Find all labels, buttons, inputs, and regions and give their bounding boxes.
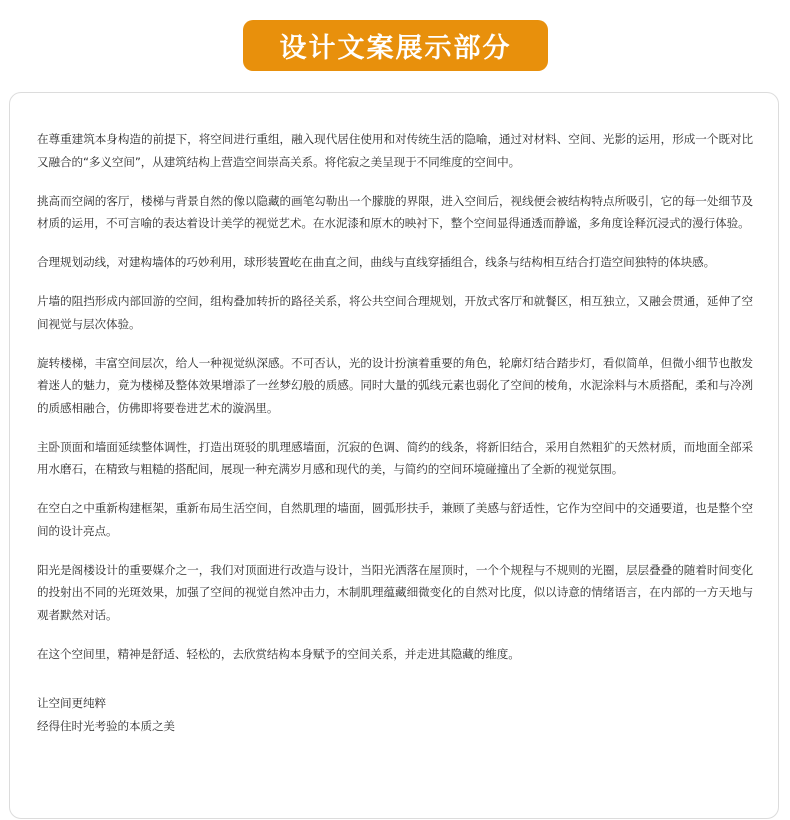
article-paragraph: 主卧顶面和墙面延续整体调性，打造出斑驳的肌理感墙面，沉寂的色调、简约的线条，将新旧结合，采用自然粗犷的天然材质，而地面全部采用水磨石，在精致与粗糙的搭配间，展现一种充满岁月感和现代的美，与简约的空间环境碰撞出了全新的视觉氛围。 [37, 439, 753, 476]
closing-line: 让空间更纯粹 [37, 696, 106, 710]
article-paragraph: 在尊重建筑本身构造的前提下，将空间进行重组，融入现代居住使用和对传统生活的隐喻，通过对材料、空间、光影的运用，形成一个既对比又融合的“多义空间”，从建筑结构上营造空间崇高关系。将侘寂之美呈现于不同维度的空间中。 [37, 132, 753, 169]
article-body [37, 128, 753, 737]
content-card [9, 92, 779, 819]
closing-line: 经得住时光考验的本质之美 [37, 718, 175, 733]
article-paragraph: 挑高而空阔的客厅，楼梯与背景自然的像以隐藏的画笔勾勒出一个朦胧的界限，进入空间后，视线便会被结构特点所吸引，它的每一处细节及材质的运用，不可言喻的表达着设计美学的视觉艺术。在水泥漆和原木的映衬下，整个空间显得通透而静谧，多角度诠释沉浸式的漫行体验。 [37, 193, 753, 230]
article-paragraph: 在空白之中重新构建框架，重新布局生活空间，自然肌理的墙面，圆弧形扶手，兼顾了美感与舒适性，它作为空间中的交通要道，也是整个空间的设计亮点。 [37, 501, 753, 538]
article-paragraph: 合理规划动线，对建构墙体的巧妙利用，球形装置屹在曲直之间，曲线与直线穿插组合，线条与结构相互结合打造空间独特的体块感。 [37, 255, 716, 269]
article-paragraph: 旋转楼梯，丰富空间层次，给人一种视觉纵深感。不可否认，光的设计扮演着重要的角色，轮廓灯结合踏步灯，看似简单，但微小细节也散发着迷人的魅力，竟为楼梯及整体效果增添了一丝梦幻般的质感。同时大量的弧线元素也弱化了空间的棱角，水泥涂料与木质搭配，柔和与冷冽的质感相融合，仿佛即将要卷进艺术的漩涡里。 [37, 355, 753, 415]
closing-lines [37, 692, 753, 737]
article-paragraph: 片墙的阻挡形成内部回游的空间，组构叠加转折的路径关系，将公共空间合理规划，开放式客厅和就餐区，相互独立，又融会贯通，延伸了空间视觉与层次体验。 [37, 294, 753, 331]
section-title: 设计文案展示部分 [279, 33, 512, 64]
article-paragraph: 在这个空间里，精神是舒适、轻松的，去欣赏结构本身赋予的空间关系，并走进其隐藏的维度。 [37, 646, 520, 661]
article-paragraph: 阳光是阁楼设计的重要媒介之一，我们对顶面进行改造与设计，当阳光洒落在屋顶时，一个个规程与不规则的光圈，层层叠叠的随着时间变化的投射出不同的光斑效果，加强了空间的视觉自然冲击力，木制肌理蕴藏细微变化的自然对比度，似以诗意的情绪语言，在内部的一方天地与观者默然对话。 [37, 562, 753, 622]
section-title-banner [243, 20, 548, 71]
